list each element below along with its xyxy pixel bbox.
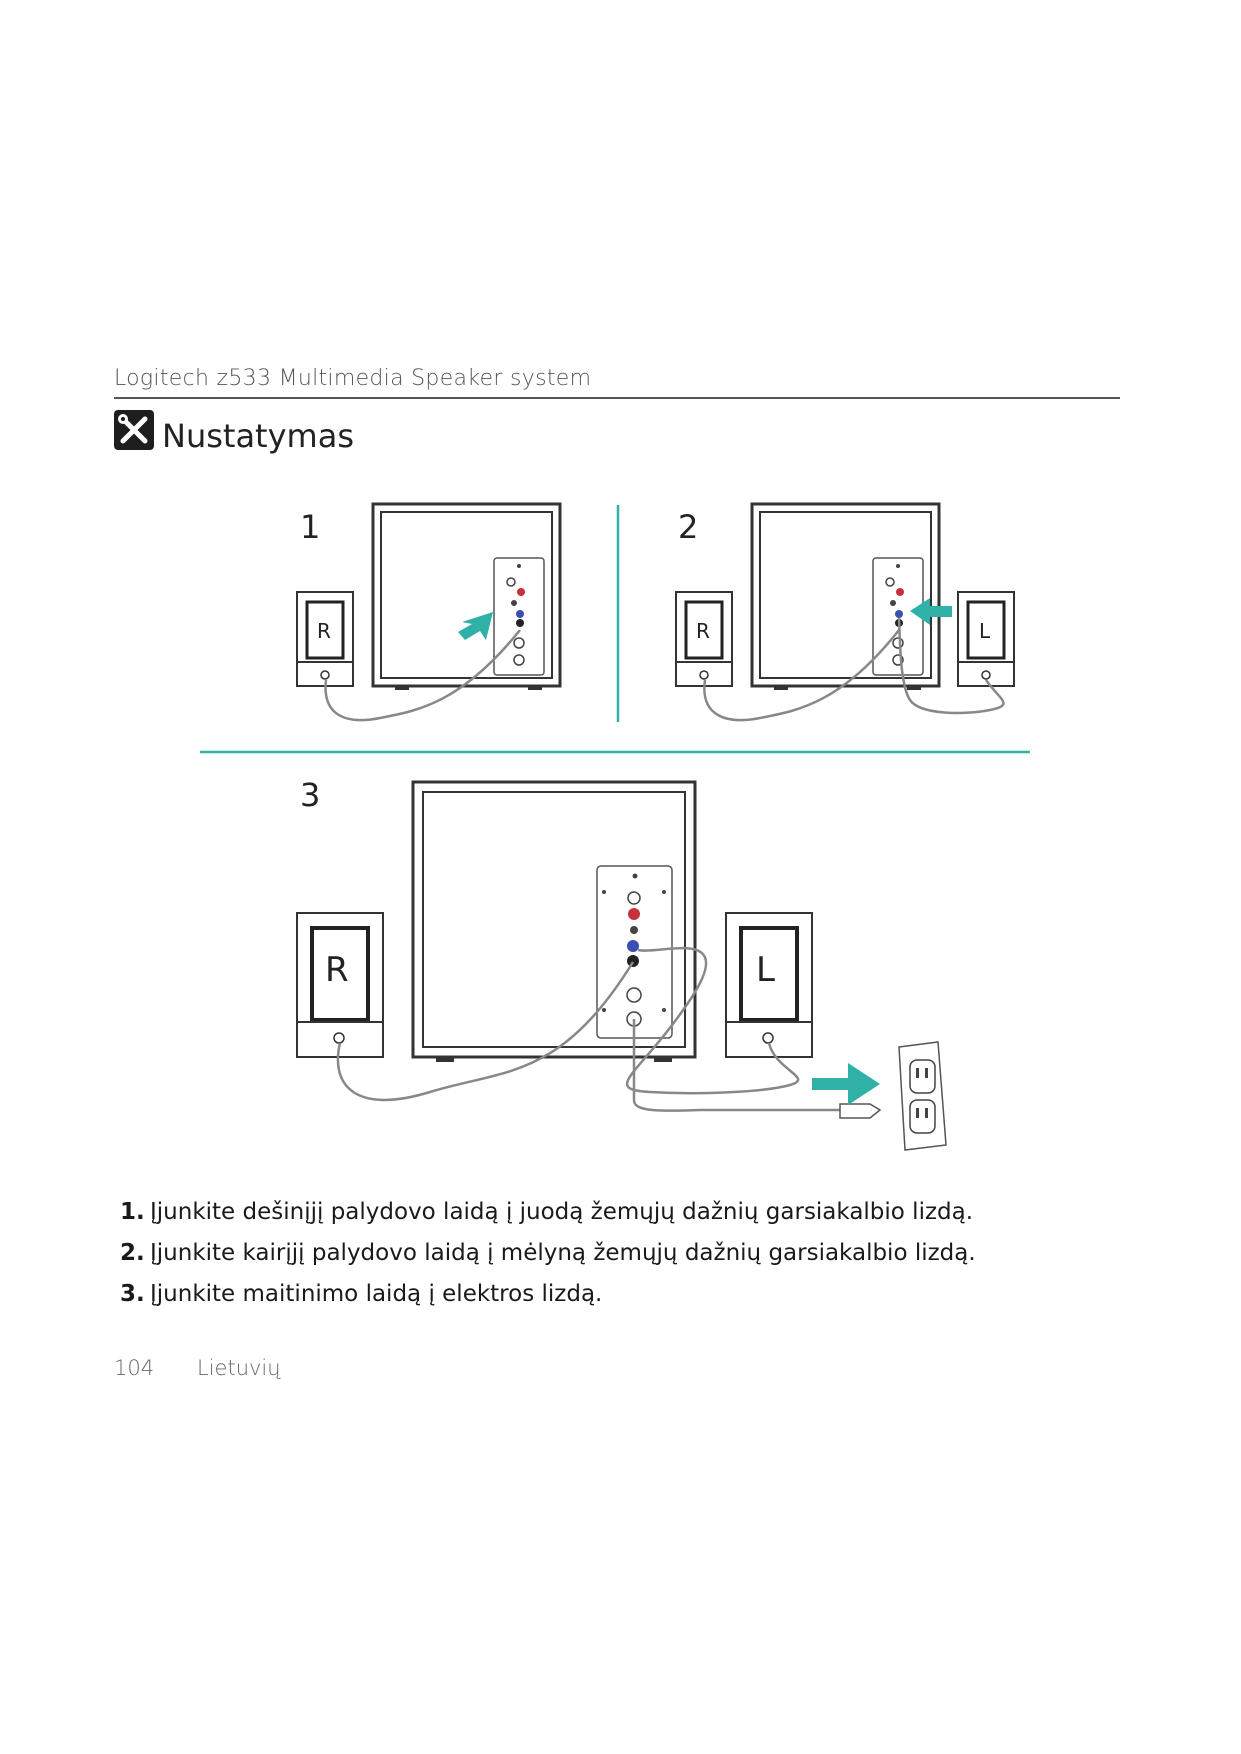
section-title: Nustatymas (162, 417, 354, 455)
instruction-number: 1. (120, 1199, 145, 1225)
step-number-3: 3 (300, 776, 321, 814)
speaker-right-label-3: R (325, 950, 349, 990)
arrow-icon (458, 612, 493, 640)
instruction-number: 3. (120, 1281, 145, 1307)
arrow-icon (812, 1063, 880, 1105)
instruction-number: 2. (120, 1240, 145, 1266)
subwoofer-step-2 (752, 504, 939, 690)
speaker-right-label-2: R (696, 619, 710, 643)
page-number: 104 (114, 1356, 155, 1380)
instruction-item (120, 1233, 976, 1274)
instruction-item (120, 1192, 976, 1233)
step-number-2: 2 (678, 508, 699, 546)
wall-outlet-icon (899, 1042, 946, 1150)
document-header-title: Logitech z533 Multimedia Speaker system (114, 366, 592, 391)
step-number-1: 1 (300, 508, 321, 546)
instruction-text: Įjunkite maitinimo laidą į elektros lizdą. (150, 1281, 603, 1307)
speaker-right-label-1: R (317, 619, 331, 643)
speaker-left-label-3: L (756, 950, 775, 990)
subwoofer-step-1 (373, 504, 560, 690)
speaker-left-label-2: L (979, 619, 991, 643)
footer-language: Lietuvių (197, 1356, 281, 1380)
instruction-list (120, 1192, 976, 1315)
instruction-text: Įjunkite dešinįjį palydovo laidą į juodą žemųjų dažnių garsiakalbio lizdą. (150, 1199, 974, 1225)
instruction-item (120, 1274, 976, 1315)
instruction-text: Įjunkite kairįjį palydovo laidą į mėlyną žemųjų dažnių garsiakalbio lizdą. (150, 1240, 976, 1266)
subwoofer-step-3 (413, 782, 695, 1062)
